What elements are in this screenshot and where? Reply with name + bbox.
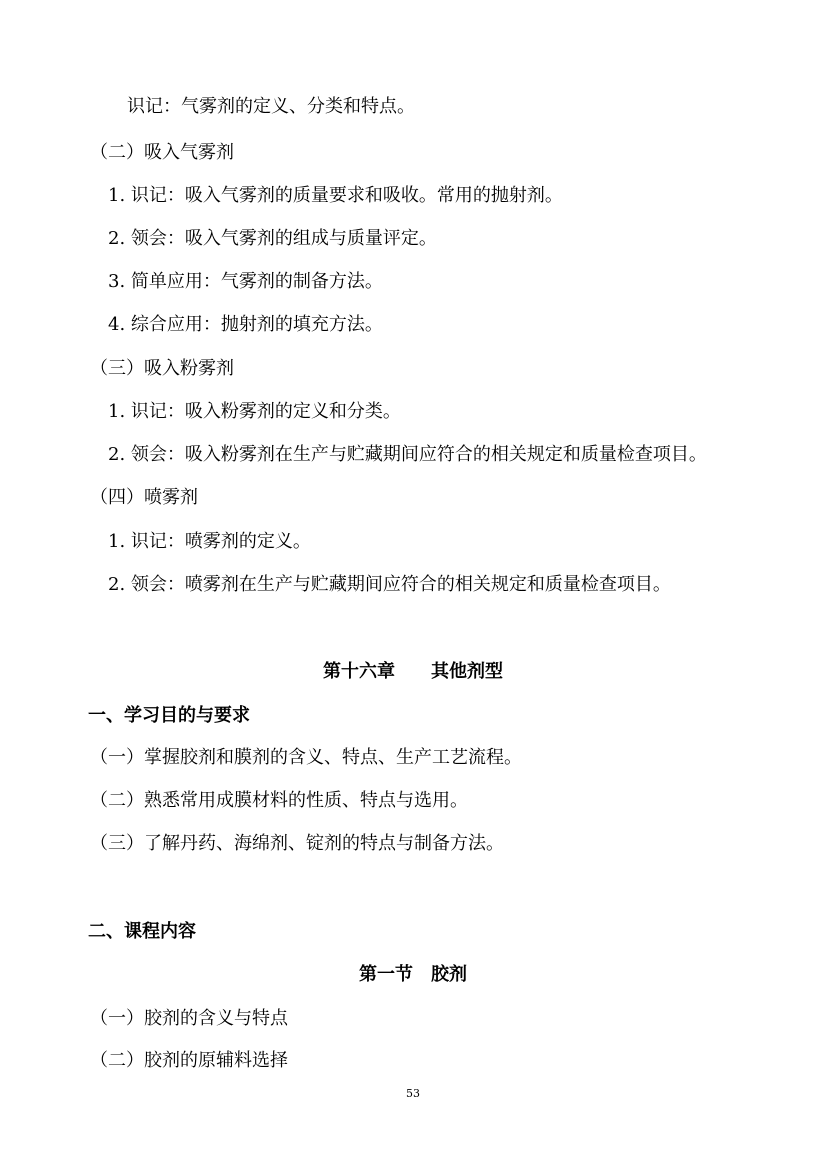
chapter-title: 第十六章 其他剂型	[323, 661, 503, 682]
page-number: 53	[406, 1087, 420, 1100]
list-item: （二）胶剂的原辅料选择	[90, 1050, 288, 1071]
list-item: 1. 识记：吸入气雾剂的质量要求和吸收。常用的抛射剂。	[108, 185, 563, 206]
section-heading-inhalation-aerosol: （二）吸入气雾剂	[90, 142, 234, 163]
list-item: 2. 领会：吸入气雾剂的组成与质量评定。	[108, 228, 437, 249]
list-item: 4. 综合应用：抛射剂的填充方法。	[108, 314, 383, 335]
list-item: 1. 识记：喷雾剂的定义。	[108, 531, 311, 552]
list-item: 2. 领会：吸入粉雾剂在生产与贮藏期间应符合的相关规定和质量检查项目。	[108, 444, 707, 465]
content-heading: 二、课程内容	[88, 921, 196, 942]
list-item: （一）胶剂的含义与特点	[90, 1008, 288, 1029]
list-item: 2. 领会：喷雾剂在生产与贮藏期间应符合的相关规定和质量检查项目。	[108, 574, 671, 595]
list-item: （一）掌握胶剂和膜剂的含义、特点、生产工艺流程。	[90, 747, 522, 768]
recall-aerosol-definition: 识记：气雾剂的定义、分类和特点。	[127, 96, 415, 117]
list-item: （三）了解丹药、海绵剂、锭剂的特点与制备方法。	[90, 833, 504, 854]
list-item: （二）熟悉常用成膜材料的性质、特点与选用。	[90, 790, 468, 811]
objectives-heading: 一、学习目的与要求	[88, 705, 250, 726]
section-heading-inhalation-powder: （三）吸入粉雾剂	[90, 358, 234, 379]
section-heading-spray: （四）喷雾剂	[90, 487, 198, 508]
list-item: 3. 简单应用：气雾剂的制备方法。	[108, 271, 383, 292]
list-item: 1. 识记：吸入粉雾剂的定义和分类。	[108, 401, 401, 422]
section-title: 第一节 胶剂	[359, 964, 467, 985]
